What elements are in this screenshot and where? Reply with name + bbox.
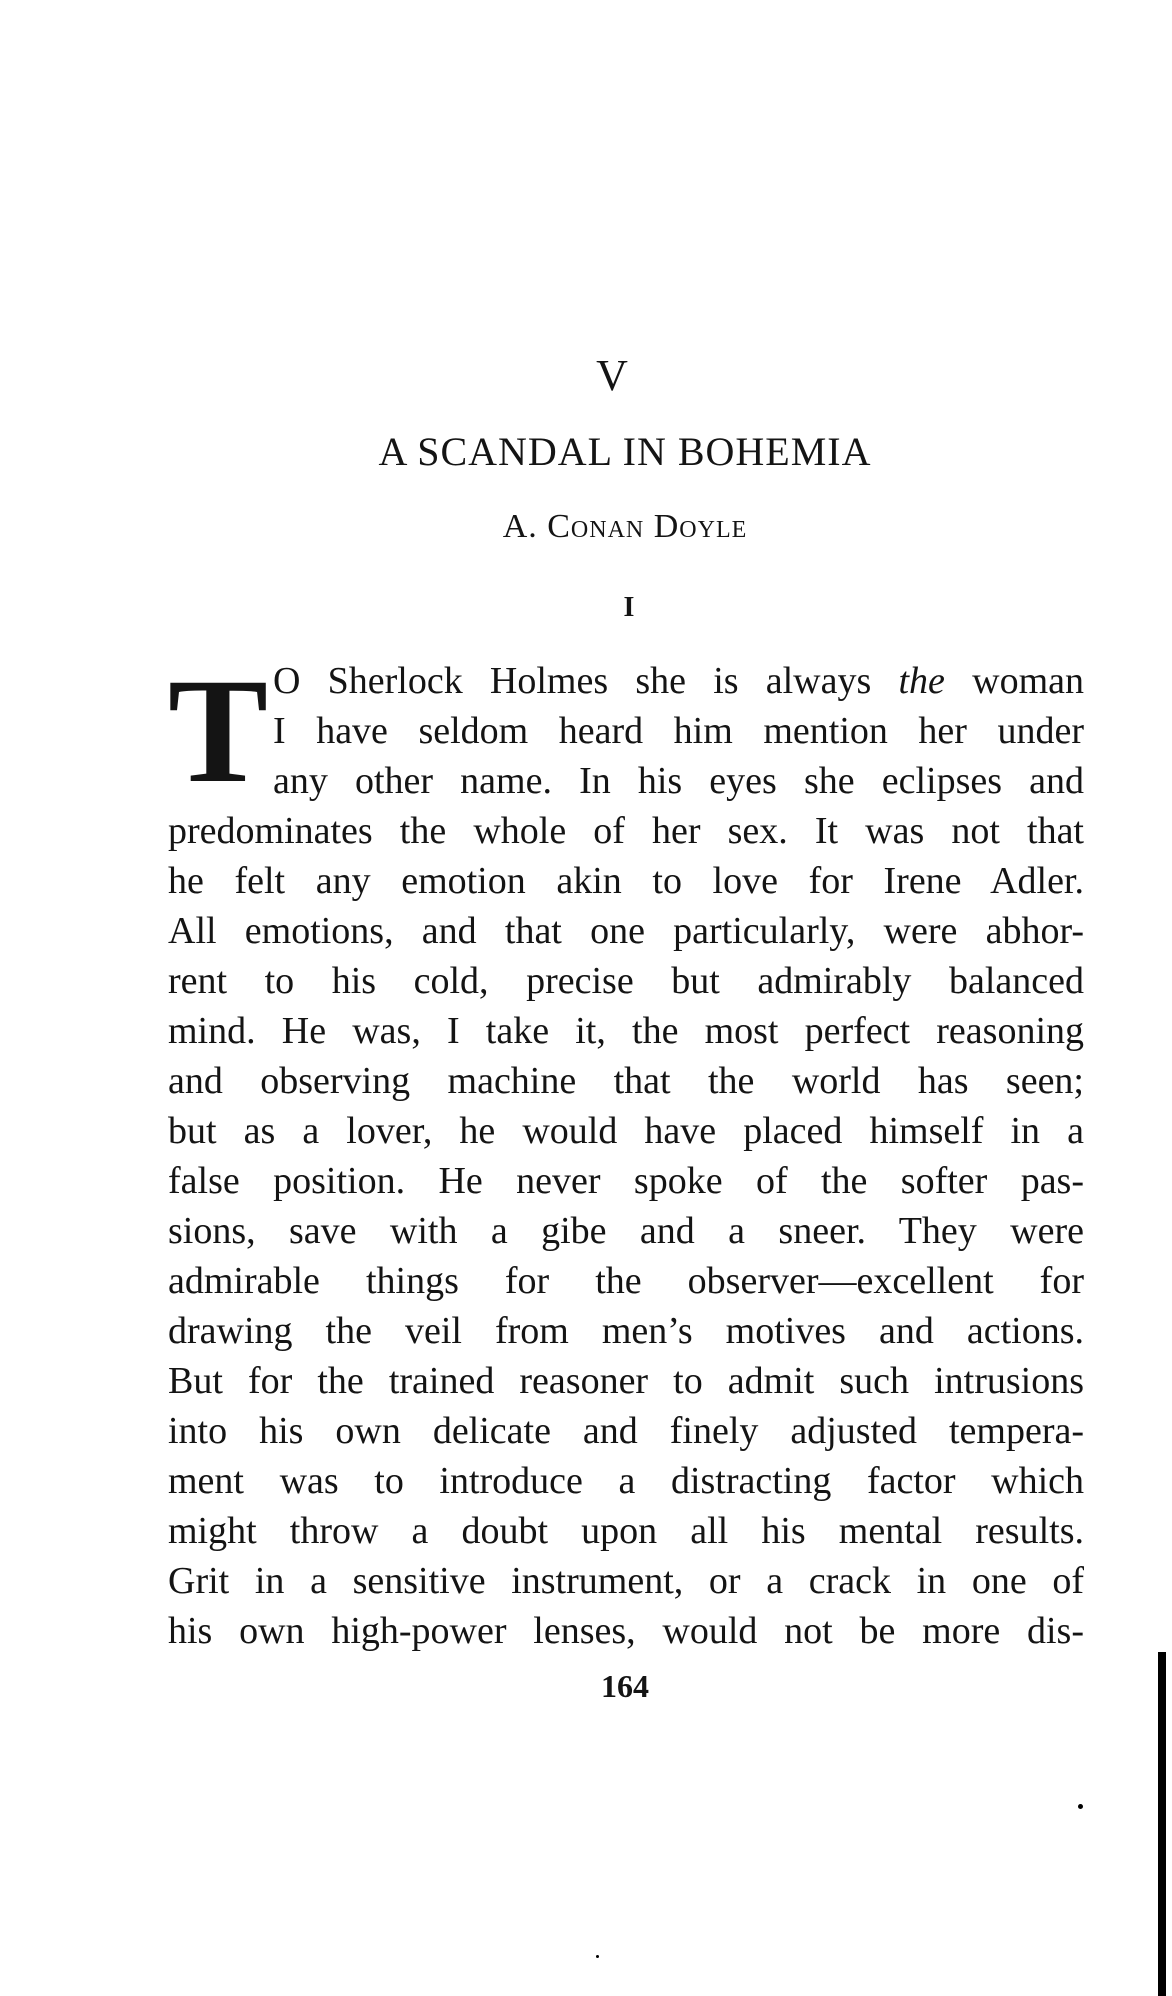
chapter-title: A SCANDAL IN BOHEMIA: [378, 429, 872, 474]
scan-edge-mark: [1158, 1652, 1166, 1996]
chapter-number: V: [596, 351, 629, 400]
text-line: Grit in a sensitive instrument, or a crack in one of: [168, 1560, 1084, 1602]
drop-cap: T: [168, 648, 269, 814]
author-name: A. Conan Doyle: [502, 508, 748, 545]
text-line: into his own delicate and finely adjusted tempera-: [168, 1410, 1084, 1452]
text-line: sions, save with a gibe and a sneer. They were: [168, 1210, 1084, 1252]
page-number: 164: [601, 1668, 649, 1704]
text-line: predominates the whole of her sex. It was not that: [168, 810, 1084, 852]
text-line: admirable things for the observer—excellent for: [168, 1260, 1084, 1302]
text-line: and observing machine that the world has seen;: [168, 1060, 1084, 1102]
text-line: O Sherlock Holmes she is always the woman: [273, 660, 1084, 702]
text-line: mind. He was, I take it, the most perfect reasoning: [168, 1010, 1084, 1052]
text-line: false position. He never spoke of the softer pas-: [168, 1160, 1084, 1202]
text-line: any other name. In his eyes she eclipses and: [273, 760, 1084, 802]
text-line: drawing the veil from men’s motives and actions.: [168, 1310, 1084, 1352]
text-line: I have seldom heard him mention her under: [273, 710, 1084, 752]
emphasis: the: [898, 660, 945, 702]
text-line: his own high-power lenses, would not be more dis-: [168, 1610, 1084, 1652]
scan-speck: [596, 1955, 599, 1958]
text-line: rent to his cold, precise but admirably balanced: [168, 960, 1084, 1002]
text-line: All emotions, and that one particularly, were abhor-: [168, 910, 1084, 952]
text-line: ment was to introduce a distracting factor which: [168, 1460, 1084, 1502]
text-line: might throw a doubt upon all his mental results.: [168, 1510, 1084, 1552]
scan-speck: [1078, 1804, 1083, 1809]
section-number: I: [623, 592, 635, 623]
body-text: [168, 648, 1084, 1656]
text-line: but as a lover, he would have placed himself in a: [168, 1110, 1084, 1152]
text-line: But for the trained reasoner to admit such intrusions: [168, 1360, 1084, 1402]
text-line: he felt any emotion akin to love for Irene Adler.: [168, 860, 1084, 902]
